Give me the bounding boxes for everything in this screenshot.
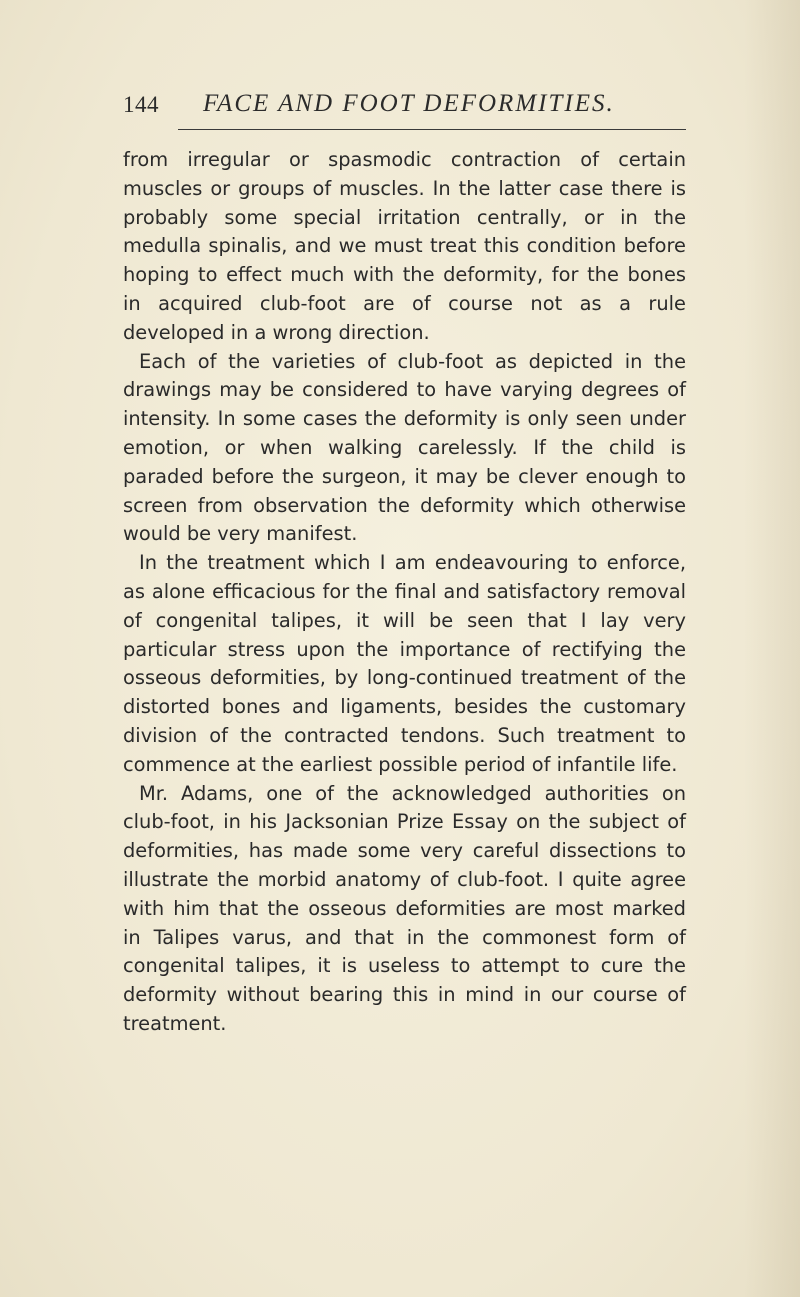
page-header	[123, 90, 686, 130]
paragraph-4: Mr. Adams, one of the acknowledged authorities on club-foot, in his Jacksonian Prize Essay on the subject of deformities, has made some very careful dissections to illustrate the morbid anatomy of club-foot. I quite agree with him that the osseous deformities are most marked in Talipes varus, and that in the commonest form of congenital talipes, it is useless to attempt to cure the deformity without bearing this in mind in our course of treatment.	[123, 781, 686, 1035]
paragraph-2: Each of the varieties of club-foot as depicted in the drawings may be considered to have varying degrees of intensity. In some cases the deformity is only seen under emotion, or when walking carelessly. If the child is paraded before the surgeon, it may be clever enough to screen from observation the deformity which otherwise would be very manifest.	[123, 349, 686, 546]
running-head: FACE AND FOOT DEFORMITIES.	[203, 90, 615, 117]
paragraph-3: In the treatment which I am endeavouring to enforce, as alone efficacious for the final and satisfactory removal of congenital talipes, it will be seen that I lay very particular stress upon the importance of rectifying the osseous deformities, by long-continued treatment of the distorted bones and ligaments, besides the customary division of the contracted tendons. Such treatment to commence at the earliest possible period of infantile life.	[123, 551, 686, 776]
page-number: 144	[123, 92, 159, 117]
paragraph-1: from irregular or spasmodic contraction of certain muscles or groups of muscles. In the latter case there is probably some special irritation centrally, or in the medulla spinalis, and we must treat this condition before hoping to effect much with the deformity, for the bones in acquired club-foot are of course not as a rule developed in a wrong direction.	[123, 148, 686, 344]
header-rule	[178, 129, 686, 130]
body-text	[123, 146, 686, 1039]
